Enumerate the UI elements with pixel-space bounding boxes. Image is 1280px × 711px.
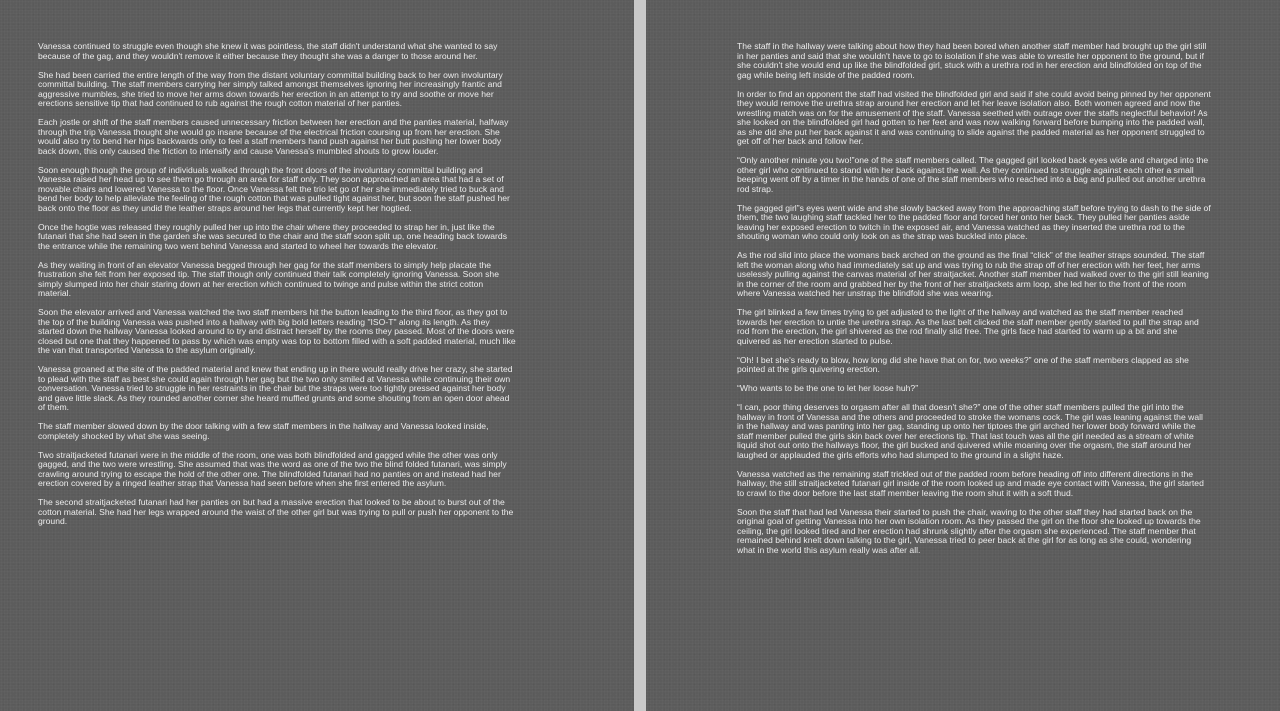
paragraph: Soon enough though the group of individuals walked through the front doors of the involuntary committal building and Vanessa raised her head up to see them go through an area for staff only. They soon approached an area that had a set of movable chairs and lowered Vanessa to the floor. Once Vanessa felt the trio let go of her she immediately tried to buck and bend her body to help alleviate the feeling of the rough cotton that was pulled tight against her, but soon the staff pushed her back onto the floor as they undid the leather straps around her legs that currently kept her hogtied. (38, 164, 510, 213)
paragraph: Soon the staff that had led Vanessa their started to push the chair, waving to the other staff they had started back on the original goal of getting Vanessa into her own isolation room. As they passed the girl on the floor she looked up towards the ceiling, the girl looked tired and her erection had shrunk slightly after the orgasm she experienced. The staff member that remained behind knelt down talking to the girl, Vanessa tried to peer back at the girl for as long as she could, wondering what in the world this asylum really was after all. (737, 506, 1201, 555)
left-page-text (38, 42, 516, 536)
paragraph: The girl blinked a few times trying to get adjusted to the light of the hallway and watched as the staff member reached towards her erection to untie the urethra strap. As the last belt clicked the staff member gently started to pull the strap and rod from the erection, the girl shivered as the rod finally slid free. The girls face had started to warm up a bit and she quivered as her erection started to pulse. (737, 307, 1199, 346)
paragraph: The staff in the hallway were talking about how they had been bored when another staff member had brought up the girl still in her panties and said that she wouldn't have to go to isolation if she was able to wrestle her opponent to the ground, but if she couldn't she would end up like the blindfolded girl, stuck with a urethra rod in her erection and blindfolded on top of the gag while being left inside of the padded room. (737, 41, 1207, 80)
paragraph: Soon the elevator arrived and Vanessa watched the two staff members hit the button leading to the third floor, as they got to the top of the building Vanessa was pushed into a hallway with big bold letters reading "ISO-T" along its length. As they started down the hallway Vanessa looked around to try and distract herself by the rooms they passed. Most of the doors were closed but one that they happened to pass by which was empty was top to bottom filled with a soft padded material, much like the van that transported Vanessa to the asylum originally. (38, 307, 516, 355)
paragraph: “I can, poor thing deserves to orgasm after all that doesn't she?” one of the other staff members pulled the girl into the hallway in front of Vanessa and the others and proceeded to stroke the womans cock. The girl was leaning against the wall in the hallway and was panting into her gag, standing up onto her tiptoes the girl arched her lower body forward while the staff member pulled the girls skin back over her erections tip. That last touch was all the girl needed as a stream of white liquid shot out onto the hallways floor, the girl bucked and quivered while moaning over the orgasm, the staff around her laughed or applauded the girls efforts who had slumped to the ground in a slight haze. (737, 402, 1203, 460)
paragraph: Each jostle or shift of the staff members caused unnecessary friction between her erection and the panties material, halfway through the trip Vanessa thought she would go insane because of the electrical friction coursing up from her erection. She would also try to bend her hips backwards only to feel a staff members hand push against her butt pushing her lower body back down, this only caused the friction to intensify and cause Vanessa's mumbled shouts to grow louder. (38, 117, 509, 156)
paragraph: The second straitjacketed futanari had her panties on but had a massive erection that looked to be about to burst out of the cotton material. She had her legs wrapped around the waist of the other girl but was trying to pull or push her opponent to the ground. (38, 497, 514, 526)
paragraph: “Oh! I bet she's ready to blow, how long did she have that on for, two weeks?” one of the staff members clapped as she pointed at the girls quivering erection. (737, 354, 1189, 374)
paragraph: In order to find an opponent the staff had visited the blindfolded girl and said if she could avoid being pinned by her opponent they would remove the urethra strap around her erection and let her leave isolation also. Both women agreed and now the wrestling match was on for the amusement of the staff. Vanessa seethed with outrage over the staffs neglectful behavior! As she looked on the blindfolded girl had gotten to her feet and was now walking forward before bumping into the padded wall, as she did she put her back against it and was continuing to slide against the padded material as her opponent struggled to get off of her back and follow her. (737, 88, 1211, 146)
paragraph: Vanessa watched as the remaining staff trickled out of the padded room before heading off into different directions in the hallway, the still straitjacketed futanari girl inside of the room looked up and made eye contact with Vanessa, the girl started to crawl to the door before the last staff member leaving the room shut it with a soft thud. (737, 468, 1204, 498)
paragraph: Vanessa continued to struggle even though she knew it was pointless, the staff didn't understand what she wanted to say because of the gag, and they wouldn't remove it either because they thought she was a danger to those around her. (38, 41, 498, 61)
paragraph: She had been carried the entire length of the way from the distant voluntary committal building back to her own involuntary committal building. The staff members carrying her simply talked amongst themselves ignoring her increasingly frantic and aggressive mumbles, she tried to move her arms down towards her erection in an attempt to try and soothe or move her erections sensitive tip that had continued to rub against the rough cotton material of her panties. (38, 69, 503, 108)
paragraph: The staff member slowed down by the door talking with a few staff members in the hallway and Vanessa looked inside, completely shocked by what she was seeing. (38, 421, 489, 441)
right-page (646, 0, 1280, 711)
right-page-text (737, 42, 1211, 565)
paragraph: As they waiting in front of an elevator Vanessa begged through her gag for the staff members to simply help placate the frustration she felt from her exposed tip. The staff though only continued their talk completely ignoring Vanessa. Soon she simply slumped into her chair staring down at her erection which continued to twinge and pulse within the strict cotton material. (38, 259, 499, 298)
paragraph: As the rod slid into place the womans back arched on the ground as the final “click” of the leather straps sounded. The staff left the woman along who had immediately sat up and was trying to rub the strap off of her erection with her feet, her arms uselessly pulling against the canvas material of her straitjacket. Another staff member had walked over to the girl still leaning in the corner of the room and grabbed her by the front of her straitjackets arm loop, she led her to the front of the room where Vanessa watched her unstrap the blindfold she was wearing. (737, 250, 1209, 298)
paragraph: Two straitjacketed futanari were in the middle of the room, one was both blindfolded and gagged while the other was only gagged, and the two were wrestling. She assumed that was the word as one of the two the blind folded futanari, was simply crawling around trying to escape the hold of the other one. The blindfolded futanari had no panties on and instead had her erection covered by a ringed leather strap that Vanessa had seen before when she first entered the asylum. (38, 449, 507, 488)
page-gutter (634, 0, 646, 711)
paragraph: The gagged girl”s eyes went wide and she slowly backed away from the approaching staff before trying to dash to the side of them, the two laughing staff tackled her to the padded floor and forced her onto her back. They pulled her panties aside leaving her exposed erection to twitch in the exposed air, and Vanessa watched as they inserted the urethra rod to the shouting woman who could only look on as the strap was buckled into place. (737, 202, 1211, 241)
left-page (0, 0, 634, 711)
paragraph: Vanessa groaned at the site of the padded material and knew that ending up in there would really drive her crazy, she started to plead with the staff as best she could again through her gag but the two only smiled at Vanessa while continuing their own conversation. Vanessa tried to struggle in her restraints in the chair but the straps were too tightly pressed against her body and gave little slack. As they rounded another corner she heard muffled grunts and some shouting from an open door ahead of them. (38, 364, 513, 412)
paragraph: “Who wants to be the one to let her loose huh?” (737, 383, 919, 393)
paragraph: “Only another minute you two!”one of the staff members called. The gagged girl looked back eyes wide and charged into the other girl who continued to stand with her back against the wall. As they continued to struggle against each other a small beeping went off by a timer in the hands of one of the staff members who reached into a bag and pulled out another urethra rod strap. (737, 155, 1209, 194)
paragraph: Once the hogtie was released they roughly pulled her up into the chair where they proceeded to strap her in, just like the futanari that she had seen in the garden she was secured to the chair and the staff soon split up, one heading back towards the entrance while the remaining two went behind Vanessa and started to wheel her towards the elevator. (38, 221, 507, 251)
